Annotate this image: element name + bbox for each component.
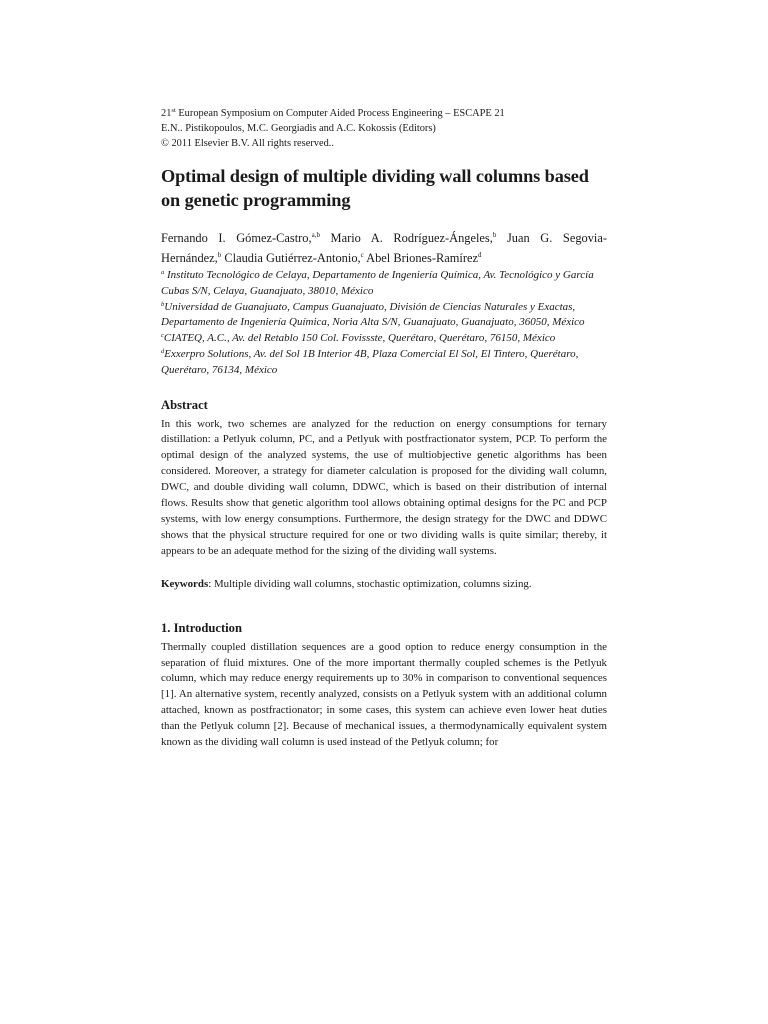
keywords (161, 577, 607, 593)
paper-title: Optimal design of multiple dividing wall columns based on genetic programming (161, 166, 589, 210)
abstract-text: In this work, two schemes are analyzed for the reduction on energy consumptions for ternary distillation: a Petlyuk column, PC, and a Petlyuk with postfractionator system, PCP. To perform the optimal design of the analyzed systems, the use of multiobjective genetic algorithms has been considered. Moreover, a strategy for diameter calculation is proposed for the dividing wall column, DWC, and double dividing wall column, DDWC, which is based on their distribution of internal flows. Results show that genetic algorithm tool allows obtaining optimal designs for the PC and PCP systems, with low energy consumptions. Furthermore, the design strategy for the DWC and DDWC shows that the physical structure required for one or two dividing walls is quite similar; thereby, it appears to be an adequate method for the sizing of the dividing wall systems. (161, 417, 607, 557)
affiliation: $^d$Exxerpro Solutions, Av. del Sol 1B Interior 4B, Plaza Comercial El Sol, El Tintero, Querétaro, Querétaro, 76134, México (161, 347, 579, 376)
introduction-text: Thermally coupled distillation sequences are a good option to reduce energy consumption in the separation of fluid mixtures. One of the more important thermally coupled schemes is the Petlyuk column, which may reduce energy requirements up to 30% in comparison to conventional sequences [1]. An alternative system, recently analyzed, consists on a Petlyuk system with an additional column attached, known as postfractionator; in some cases, this system can achieve even lower heat duties than the Petlyuk column [2]. Because of mechanical issues, a thermodynamically equivalent system known as the dividing wall column is used instead of the Petlyuk column; for (161, 640, 607, 749)
paper-page (161, 106, 607, 751)
header-line-1: 21st European Symposium on Computer Aided Process Engineering – ESCAPE 21 (161, 107, 505, 119)
affiliation-list (161, 268, 607, 379)
affiliation: $^b$Universidad de Guanajuato, Campus Guanajuato, División de Ciencias Naturales y Exactas, Departamento de Ingeniería Química, Noria Alta S/N, Guanajuato, Guanajuato, 36050, México (161, 300, 585, 329)
header-line-3: © 2011 Elsevier B.V. All rights reserved.. (161, 138, 334, 149)
author-affil-sup: c (360, 251, 364, 259)
conference-header (161, 106, 607, 151)
author-name: Mario A. Rodríguez-Ángeles, (319, 231, 493, 245)
author-list (161, 228, 607, 268)
author-name: Abel Briones-Ramírez (363, 251, 478, 265)
author-affil-sup: b (217, 251, 222, 259)
affiliation: $^c$CIATEQ, A.C., Av. del Retablo 150 Col. Fovissste, Querétaro, Querétaro, 76150, México (161, 332, 556, 345)
keywords-label: Keywords (161, 577, 209, 590)
author-name: Juan G. Segovia-Hernández, (161, 231, 607, 265)
abstract-heading: Abstract (161, 397, 208, 412)
author-affil-sup: a,b (311, 231, 320, 239)
author-name: Claudia Gutiérrez-Antonio, (221, 251, 361, 265)
keywords-text: : Multiple dividing wall columns, stochastic optimization, columns sizing. (208, 577, 532, 590)
introduction-heading: 1. Introduction (161, 620, 242, 635)
author-affil-sup: b (492, 231, 497, 239)
author-name: Fernando I. Gómez-Castro, (161, 231, 312, 245)
header-line-2: E.N.. Pistikopoulos, M.C. Georgiadis and A.C. Kokossis (Editors) (161, 123, 436, 134)
affiliation: $^a$ Instituto Tecnológico de Celaya, Departamento de Ingeniería Química, Av. Tecnológico y García Cubas S/N, Celaya, Guanajuato, 38010, México (161, 269, 594, 297)
author-affil-sup: d (477, 251, 482, 259)
